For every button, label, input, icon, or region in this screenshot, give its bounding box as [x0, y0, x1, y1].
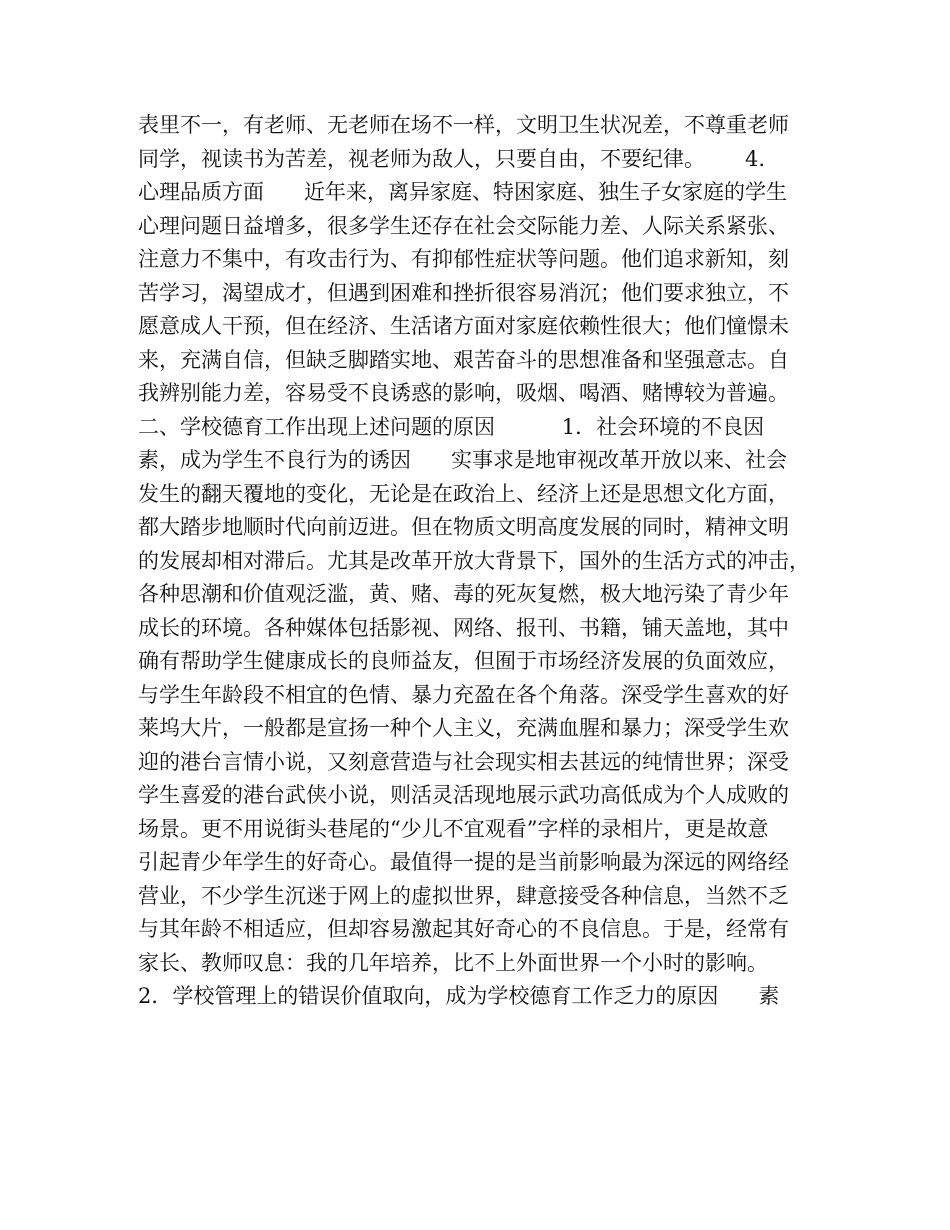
- text-line: 来，充满自信，但缺乏脚踏实地、艰苦奋斗的思想准备和坚强意志。自: [138, 347, 789, 372]
- text-line: 家长、教师叹息：我的几年培养，比不上外面世界一个小时的影响。: [138, 950, 768, 975]
- text-line: 我辨别能力差，容易受不良诱惑的影响，吸烟、喝酒、赌博较为普遍。: [138, 381, 789, 405]
- text-line: 心理品质方面 近年来，离异家庭、特困家庭、独生子女家庭的学生: [138, 180, 788, 204]
- text-line: 场景。更不用说街头巷尾的“少儿不宜观看”字样的录相片，更是故意: [138, 816, 769, 841]
- text-line: 2．学校管理上的错误价值取向，成为学校德育工作乏力的原因 素: [138, 984, 780, 1008]
- text-line: 同学，视读书为苦差，视老师为敌人，只要自由，不要纪律。 4.: [138, 146, 766, 171]
- text-line: 学生喜爱的港台武侠小说，则活灵活现地展示武功高低成为个人成败的: [138, 783, 789, 807]
- body-text: [138, 109, 838, 1014]
- text-line: 迎的港台言情小说，又刻意营造与社会现实相去甚远的纯情世界；深受: [138, 749, 789, 774]
- text-line: 愿意成人干预，但在经济、生活诸方面对家庭依赖性很大；他们憧憬未: [138, 314, 789, 338]
- text-line: 的发展却相对滞后。尤其是改革开放大背景下，国外的生活方式的冲击，: [138, 548, 810, 573]
- text-line: 营业，不少学生沉迷于网上的虚拟世界，肆意接受各种信息，当然不乏: [138, 883, 789, 908]
- text-line: 表里不一，有老师、无老师在场不一样，文明卫生状况差，不尊重老师: [138, 113, 789, 137]
- text-line: 成长的环境。各种媒体包括影视、网络、报刊、书籍，铺天盖地，其中: [138, 615, 789, 640]
- text-line: 莱坞大片，一般都是宣扬一种个人主义，充满血腥和暴力；深受学生欢: [138, 716, 789, 740]
- text-line: 与其年龄不相适应，但却容易激起其好奇心的不良信息。于是，经常有: [138, 917, 789, 941]
- text-line: 发生的翻天覆地的变化，无论是在政治上、经济上还是思想文化方面，: [138, 481, 789, 506]
- text-line: 引起青少年学生的好奇心。最值得一提的是当前影响最为深远的网络经: [138, 850, 789, 874]
- text-line: 都大踏步地顺时代向前迈进。但在物质文明高度发展的同时，精神文明: [138, 515, 789, 539]
- text-line: 注意力不集中，有攻击行为、有抑郁性症状等问题。他们追求新知，刻: [138, 247, 789, 271]
- text-line: 与学生年龄段不相宜的色情、暴力充盈在各个角落。深受学生喜欢的好: [138, 682, 789, 707]
- text-line: 苦学习，渴望成才，但遇到困难和挫折很容易消沉；他们要求独立，不: [138, 280, 789, 305]
- text-line: 确有帮助学生健康成长的良师益友，但囿于市场经济发展的负面效应，: [138, 649, 789, 673]
- text-line: 素，成为学生不良行为的诱因 实事求是地审视改革开放以来、社会: [138, 448, 788, 472]
- text-line: 各种思潮和价值观泛滥，黄、赌、毒的死灰复燃，极大地污染了青少年: [138, 582, 789, 606]
- text-line: 二、学校德育工作出现上述问题的原因 1．社会环境的不良因: [138, 414, 765, 439]
- text-line: 心理问题日益增多，很多学生还存在社会交际能力差、人际关系紧张、: [138, 213, 789, 238]
